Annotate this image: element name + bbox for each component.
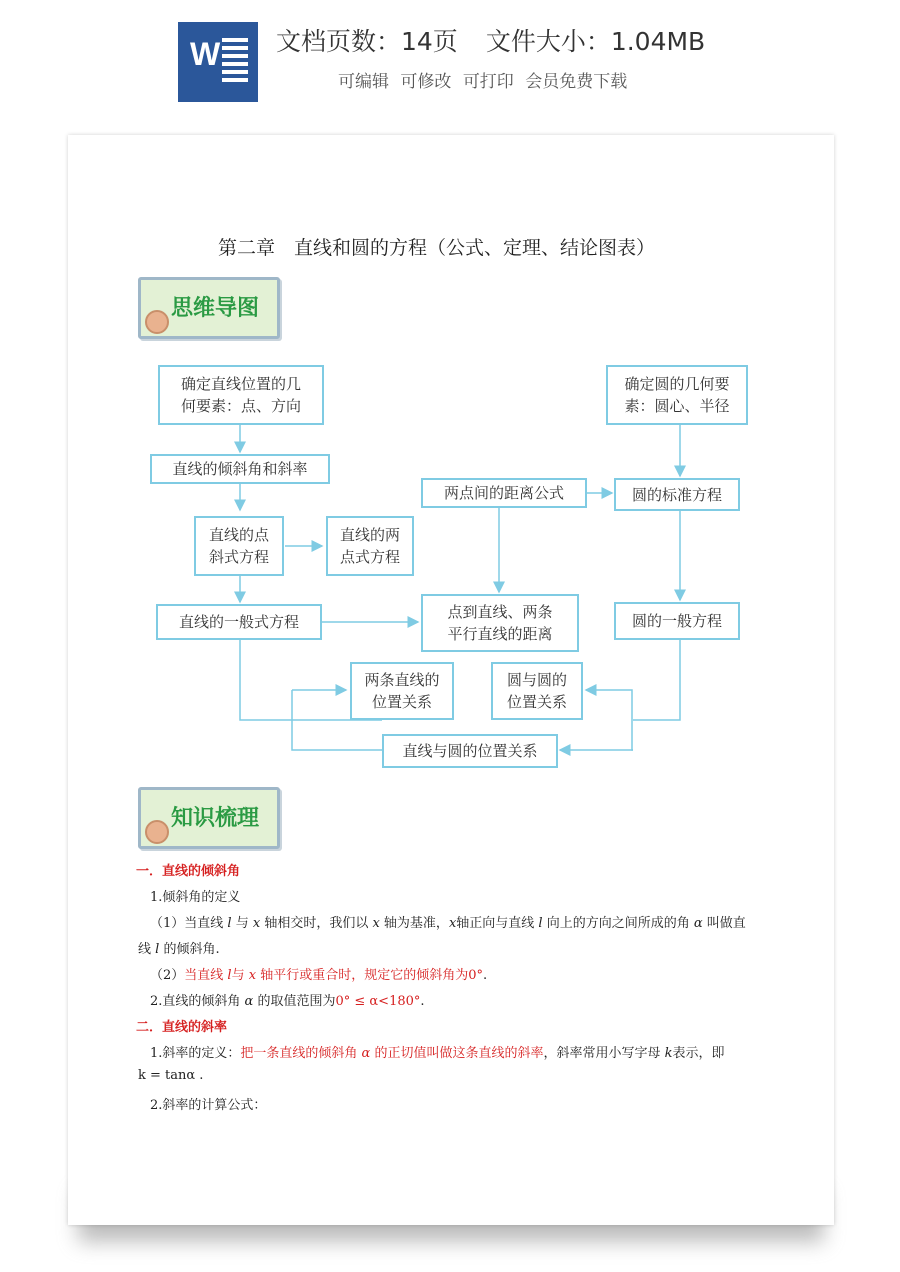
document-page — [68, 135, 834, 1225]
box-circle-standard: 圆的标准方程 — [614, 478, 740, 511]
box-line-circle-relation: 直线与圆的位置关系 — [382, 734, 558, 768]
mind-map — [136, 350, 766, 770]
para-2-cont: 线 l 的倾斜角. — [138, 942, 220, 957]
para-4: 2.直线的倾斜角 α 的取值范围为0° ≤ α<180°. — [150, 994, 425, 1009]
slope-formula: k = tanα . — [138, 1068, 204, 1083]
box-circle-elements: 确定圆的几何要 素：圆心、半径 — [606, 365, 748, 425]
box-point-line-distance: 点到直线、两条 平行直线的距离 — [421, 594, 579, 652]
file-size: 文件大小：1.04MB — [485, 27, 706, 56]
para-2: （1）当直线 l 与 x 轴相交时，我们以 x 轴为基准，x轴正向与直线 l 向上的方向之间所成的角 α 叫做直 — [150, 916, 746, 931]
box-inclination-slope: 直线的倾斜角和斜率 — [150, 454, 330, 484]
box-circle-general: 圆的一般方程 — [614, 602, 740, 640]
knowledge-badge: 知识梳理 — [138, 787, 280, 849]
feature-modifiable: 可修改 — [400, 72, 452, 92]
box-point-slope: 直线的点 斜式方程 — [194, 516, 284, 576]
page-count: 文档页数：14页 — [276, 27, 458, 56]
feature-editable: 可编辑 — [338, 72, 389, 92]
section-heading-2: 二．直线的斜率 — [136, 1020, 228, 1035]
para-6: 2.斜率的计算公式： — [150, 1098, 267, 1113]
box-distance-formula: 两点间的距离公式 — [421, 478, 587, 508]
download-header — [0, 0, 900, 130]
pencil-icon — [145, 310, 169, 334]
feature-member-download: 会员免费下载 — [525, 72, 628, 92]
section-heading-1: 一．直线的倾斜角 — [136, 864, 241, 879]
word-document-icon: W — [178, 22, 258, 102]
pencil-icon — [145, 820, 169, 844]
box-line-elements: 确定直线位置的几 何要素：点、方向 — [158, 365, 324, 425]
para-1: 1.倾斜角的定义 — [150, 890, 241, 905]
box-two-lines-relation: 两条直线的 位置关系 — [350, 662, 454, 720]
box-two-point: 直线的两 点式方程 — [326, 516, 414, 576]
mindmap-badge: 思维导图 — [138, 277, 280, 339]
document-title: 第二章 直线和圆的方程（公式、定理、结论图表） — [218, 237, 656, 259]
file-info — [276, 22, 705, 58]
para-5: 1.斜率的定义：把一条直线的倾斜角 α 的正切值叫做这条直线的斜率，斜率常用小写字母 k表示，即 — [150, 1046, 725, 1061]
box-circle-circle-relation: 圆与圆的 位置关系 — [491, 662, 583, 720]
box-general-line: 直线的一般式方程 — [156, 604, 322, 640]
para-3: （2）当直线 l与 x 轴平行或重合时，规定它的倾斜角为0°. — [150, 968, 488, 983]
feature-list — [338, 67, 627, 92]
feature-printable: 可打印 — [462, 72, 514, 92]
